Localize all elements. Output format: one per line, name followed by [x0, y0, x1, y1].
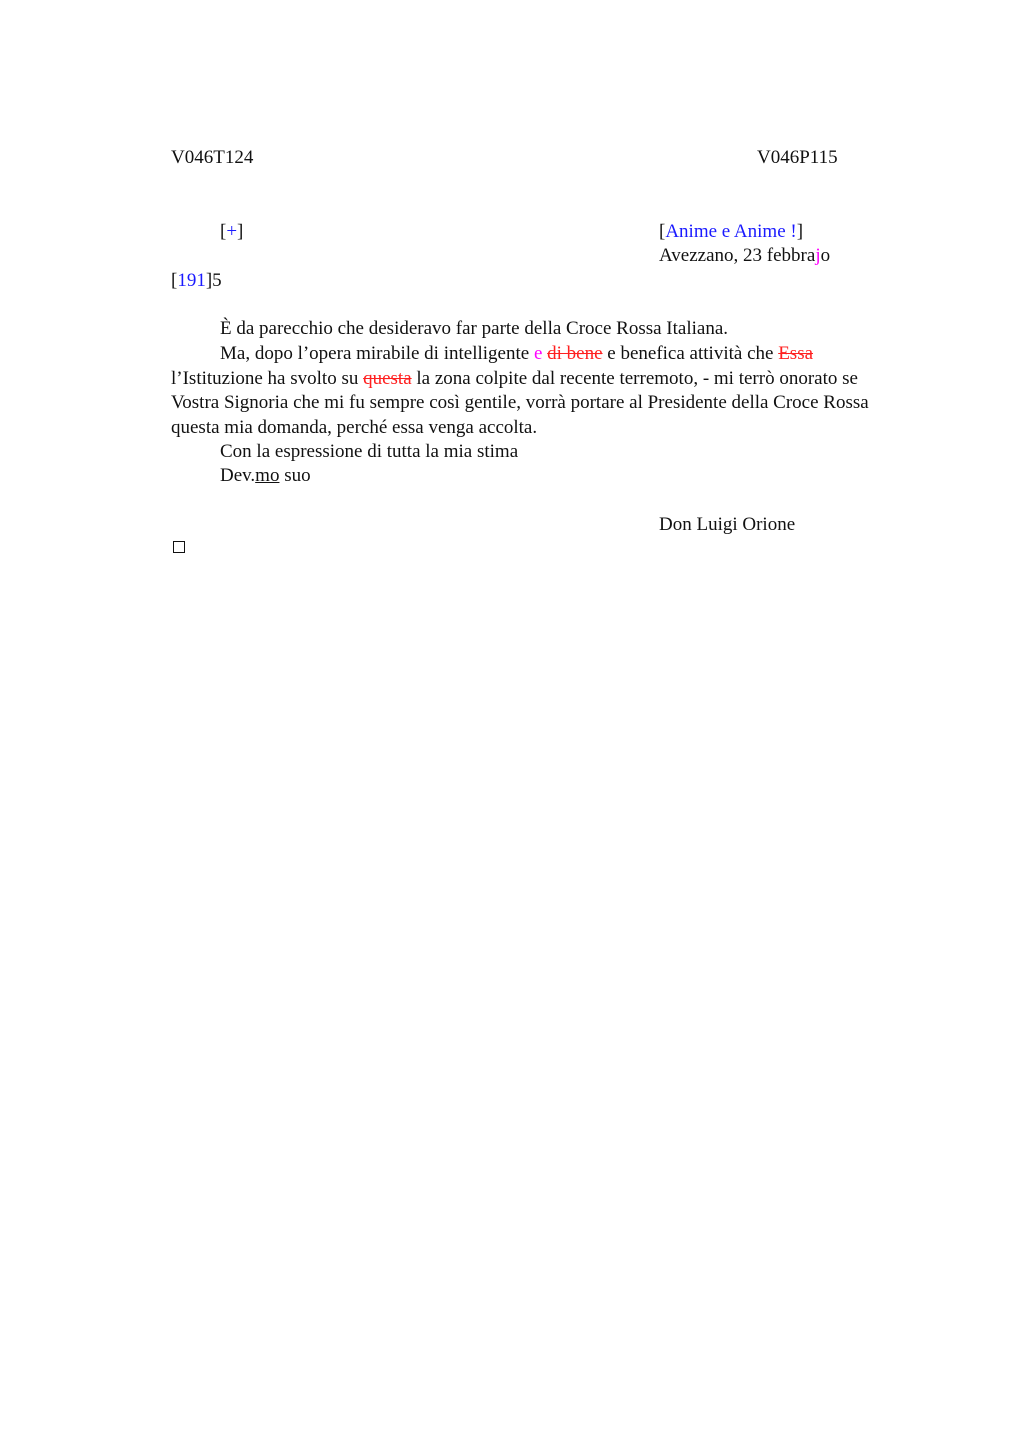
dateline — [659, 244, 830, 268]
p2-text-b: e benefica attività che — [602, 343, 779, 364]
paragraph-3: Con la espressione di tutta la mia stima — [220, 441, 519, 462]
year-digit: 5 — [212, 270, 222, 291]
signature: Don Luigi Orione — [659, 514, 796, 535]
cross-mark — [220, 220, 243, 244]
bracket-close: ] — [237, 221, 244, 242]
title-bracket-open: [ — [659, 221, 666, 242]
closing-mo-superscript: mo — [255, 465, 280, 486]
p2-text-d: la zona colpite dal recente terremoto, - mi terrò onorato se Vostra Signoria che mi fu sempre così gentile, vorrà portare al Presidente della Croce Rossa questa mia domanda, perché essa venga accolta. — [171, 367, 869, 438]
year-bracket-open: [ — [171, 270, 178, 291]
end-square-icon — [173, 541, 185, 553]
plus-icon: + — [226, 221, 238, 242]
title-text: Anime e Anime ! — [665, 221, 797, 242]
year — [171, 269, 222, 293]
letter-title — [659, 220, 803, 244]
p2-deleted-di-bene: di bene — [547, 343, 603, 364]
dateline-text: Avezzano, 23 febbra — [659, 245, 816, 266]
year-bracket-close: ] — [205, 270, 213, 291]
dateline-tail: o — [820, 245, 831, 266]
p2-inserted-e: e — [533, 343, 543, 364]
closing-dev: Dev. — [220, 465, 256, 486]
title-bracket-close: ] — [796, 221, 804, 242]
closing-suo: suo — [279, 465, 311, 486]
p2-text-c: l’Istituzione ha svolto su — [171, 367, 364, 389]
closing — [171, 464, 906, 489]
paragraph-1: È da parecchio che desideravo far parte della Croce Rossa Italiana. — [220, 318, 728, 339]
p2-deleted-essa: Essa — [778, 343, 814, 364]
dateline-inserted-letter: j — [815, 245, 821, 266]
paragraph-2 — [171, 342, 906, 440]
bracket-open: [ — [220, 221, 227, 242]
p2-deleted-questa: questa — [363, 367, 412, 389]
year-supplied: 191 — [177, 270, 206, 291]
p2-text-a: Ma, dopo l’opera mirabile di intelligente — [220, 343, 534, 364]
document-code-left: V046T124 — [171, 147, 254, 168]
document-code-right: V046P115 — [757, 147, 838, 168]
